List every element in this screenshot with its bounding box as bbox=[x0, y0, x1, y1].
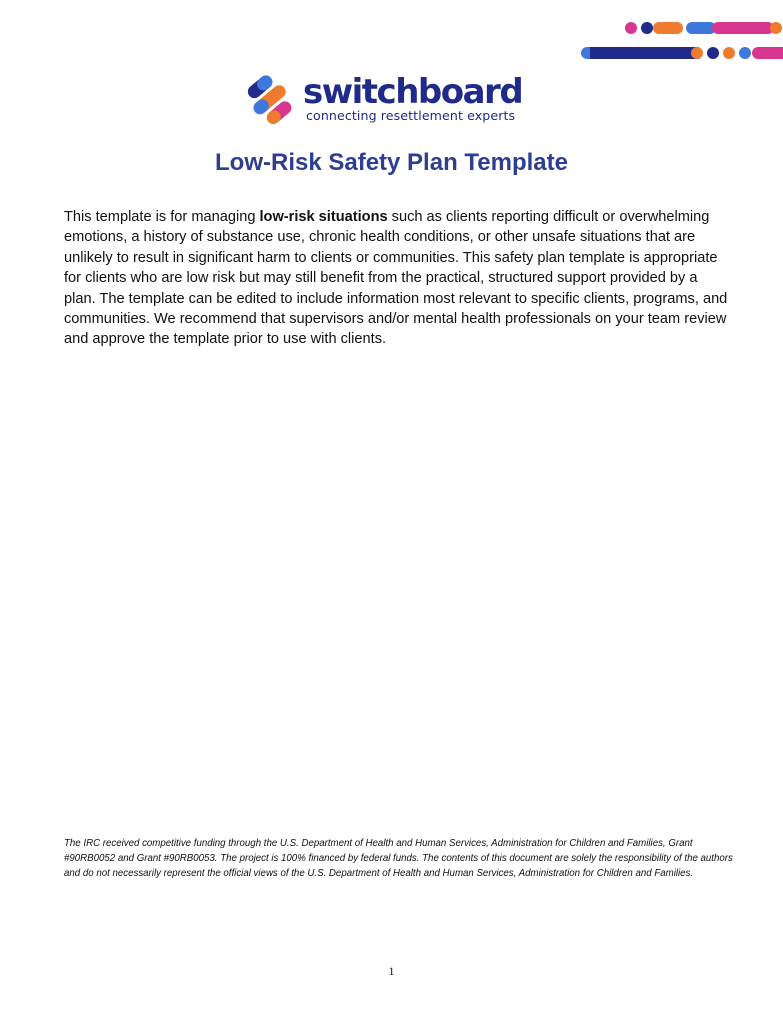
decorative-dot bbox=[723, 47, 735, 59]
switchboard-logo-icon bbox=[246, 72, 298, 130]
brand-tagline: connecting resettlement experts bbox=[306, 108, 516, 123]
decorative-dot bbox=[770, 22, 782, 34]
brand-name: switchboard bbox=[303, 72, 523, 112]
decorative-dot bbox=[641, 22, 653, 34]
intro-text-start: This template is for managing bbox=[64, 209, 260, 225]
header-decoration bbox=[0, 0, 783, 70]
page-number: 1 bbox=[388, 964, 395, 978]
decorative-dot bbox=[625, 22, 637, 34]
decorative-pill bbox=[712, 22, 774, 34]
decorative-pill bbox=[752, 47, 783, 59]
decorative-dot bbox=[707, 47, 719, 59]
switchboard-logo bbox=[246, 72, 536, 130]
document-title: Low-Risk Safety Plan Template bbox=[215, 149, 568, 176]
decorative-dot-row-bottom bbox=[581, 47, 783, 59]
decorative-pill bbox=[653, 22, 683, 34]
intro-text-end: such as clients reporting difficult or overwhelming emotions, a history of substance use, chronic health conditions, or other unsafe situations that are unlikely to result in significant harm to clients or communities. This safety plan template is appropriate for clients who are low risk but may still benefit from the practical, structured support provided by a plan. The template can be edited to include information most relevant to specific clients, programs, and communities. We recommend that supervisors and/or mental health professionals on your team review and approve the template prior to use with clients. bbox=[64, 209, 728, 348]
funding-note: The IRC received competitive funding through the U.S. Department of Health and Human Services, Administration for Children and Families, Grant #90RB0052 and Grant #90RB0053. The project is 100% financed by federal funds. The contents of this document are solely the responsibility of the authors and do not necessarily represent the official views of the U.S. Department of Health and Human Services, Administration for Children and Families. bbox=[64, 838, 733, 879]
decorative-pill bbox=[686, 22, 716, 34]
intro-paragraph bbox=[64, 207, 728, 350]
decorative-dot bbox=[739, 47, 751, 59]
intro-bold-phrase: low-risk situations bbox=[259, 209, 388, 225]
decorative-bar bbox=[590, 47, 699, 59]
decorative-dot bbox=[691, 47, 703, 59]
decorative-dot-row-top bbox=[625, 22, 782, 34]
